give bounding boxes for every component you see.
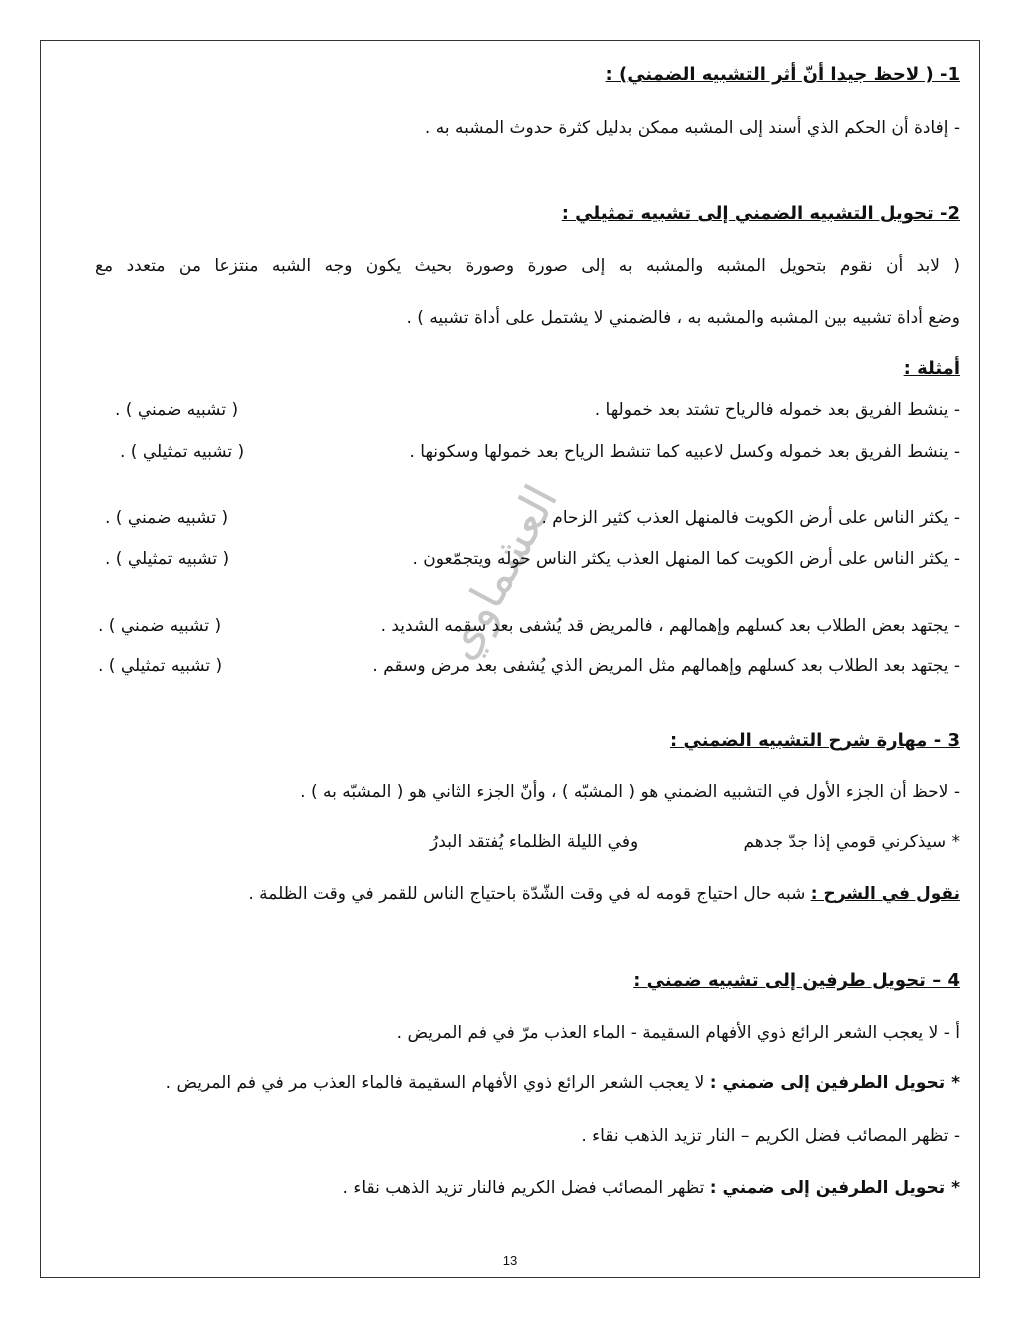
- example-tag: ( تشبيه ضمني ) .: [98, 616, 222, 636]
- example-text: - ينشط الفريق بعد خموله فالرياح تشتد بعد خمولها .: [594, 400, 960, 420]
- watermark: العشماوي: [431, 475, 569, 669]
- example-tag: ( تشبيه ضمني ) .: [115, 400, 239, 420]
- examples-label: أمثلة :: [903, 358, 960, 379]
- section-3-line: - لاحظ أن الجزء الأول في التشبيه الضمني هو ( المشبّه ) ، وأنّ الجزء الثاني هو ( المشبّه به ) .: [300, 782, 960, 802]
- section-2-paragraph-line-1: ( لابد أن نقوم بتحويل المشبه والمشبه به إلى صورة وصورة بحيث يكون وجه الشبه منتزعا من متعدد مع: [95, 256, 960, 276]
- section-4-example-a: أ - لا يعجب الشعر الرائع ذوي الأفهام السقيمة - الماء العذب مرّ في فم المريض .: [396, 1023, 960, 1043]
- example-tag: ( تشبيه ضمني ) .: [105, 508, 229, 528]
- section-4-heading: 4 – تحويل طرفين إلى تشبيه ضمني :: [633, 970, 960, 991]
- section-1-line: - إفادة أن الحكم الذي أسند إلى المشبه ممكن بدليل كثرة حدوث المشبه به .: [424, 118, 960, 138]
- section-4-example-b: - تظهر المصائب فضل الكريم – النار تزيد الذهب نقاء .: [581, 1126, 960, 1146]
- section-3-heading: 3 - مهارة شرح التشبيه الضمني :: [670, 730, 960, 751]
- example-text: - يجتهد بعد الطلاب بعد كسلهم وإهمالهم مثل المريض الذي يُشفى بعد مرض وسقم .: [372, 656, 960, 676]
- example-text: - يكثر الناس على أرض الكويت فالمنهل العذب كثير الزحام .: [541, 508, 960, 528]
- explanation-label: نقول في الشرح :: [810, 884, 960, 904]
- section-2-paragraph-line-2: وضع أداة تشبيه بين المشبه والمشبه به ، فالضمني لا يشتمل على أداة تشبيه ) .: [406, 308, 960, 328]
- section-4-conversion-1: [166, 1071, 960, 1095]
- conversion-text: تظهر المصائب فضل الكريم فالنار تزيد الذهب نقاء .: [342, 1178, 710, 1198]
- example-text: - يكثر الناس على أرض الكويت كما المنهل العذب يكثر الناس حوله ويتجمّعون .: [412, 549, 960, 569]
- example-tag: ( تشبيه تمثيلي ) .: [98, 656, 223, 676]
- verse-second-hemistich: وفي الليلة الظلماء يُفتقد البدرُ: [430, 832, 639, 852]
- example-tag: ( تشبيه تمثيلي ) .: [105, 549, 230, 569]
- page-number: 13: [502, 1253, 518, 1268]
- example-tag: ( تشبيه تمثيلي ) .: [120, 442, 245, 462]
- example-text: - ينشط الفريق بعد خموله وكسل لاعبيه كما تنشط الرياح بعد خمولها وسكونها .: [409, 442, 960, 462]
- example-text: - يجتهد بعض الطلاب بعد كسلهم وإهمالهم ، فالمريض قد يُشفى بعد سقمه الشديد .: [380, 616, 960, 636]
- conversion-label: * تحويل الطرفين إلى ضمني :: [709, 1073, 960, 1093]
- section-4-conversion-2: [343, 1176, 960, 1200]
- conversion-label: * تحويل الطرفين إلى ضمني :: [709, 1178, 960, 1198]
- verse-first-hemistich: * سيذكرني قومي إذا جدّ جدهم: [743, 832, 960, 852]
- section-1-heading: 1- ( لاحظ جيدا أنّ أثر التشبيه الضمني) :: [605, 64, 960, 85]
- explanation-text: شبه حال احتياج قومه له في وقت الشّدّة باحتياج الناس للقمر في وقت الظلمة .: [248, 884, 811, 904]
- conversion-text: لا يعجب الشعر الرائع ذوي الأفهام السقيمة فالماء العذب مر في فم المريض .: [165, 1073, 710, 1093]
- explanation-line: [248, 882, 960, 906]
- section-2-heading: 2- تحويل التشبيه الضمني إلى تشبيه تمثيلي :: [561, 203, 960, 224]
